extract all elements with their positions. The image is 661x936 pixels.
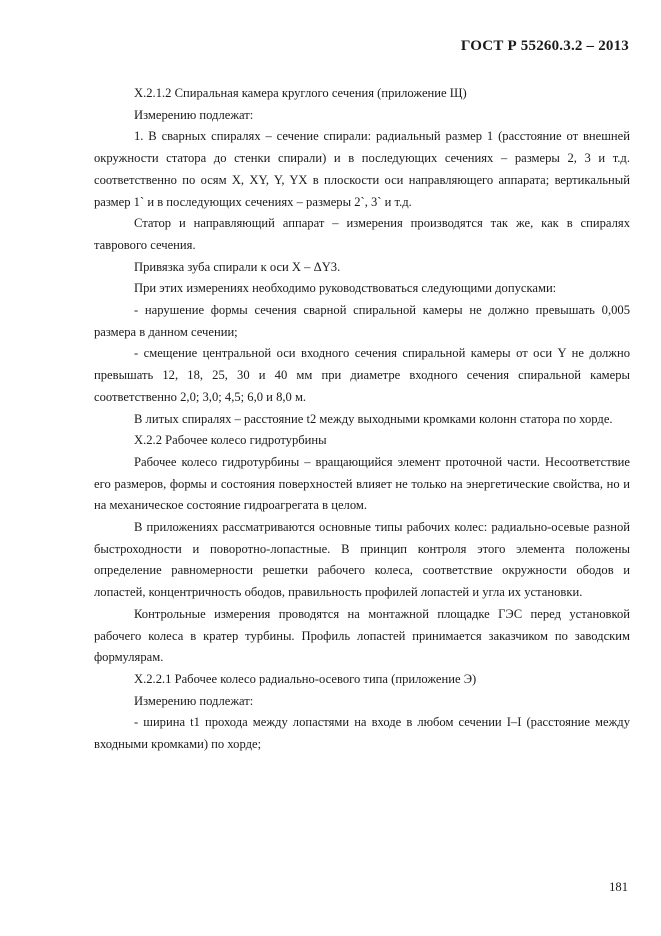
- paragraph: В приложениях рассматриваются основные типы рабочих колес: радиально-осевые разной быстроходности и поворотно-лопастные. В принцип контроля этого элемента положены определение равномерности решетки рабочего колеса, соответствие окружности ободов и лопастей, концентричность ободов, правильность профилей лопастей и угла их установки.: [94, 520, 630, 600]
- paragraph: Статор и направляющий аппарат – измерения производятся так же, как в спиралях таврового сечения.: [94, 216, 630, 252]
- paragraph: 1. В сварных спиралях – сечение спирали: радиальный размер 1 (расстояние от внешней окружности статора до стенки спирали) и в последующих сечениях – размеры 2, 3 и т.д. соответственно по осям X, XY, Y, YX в плоскости оси направляющего аппарата; вертикальный размер 1` и в последующих сечениях – размеры 2`, 3` и т.д.: [94, 129, 630, 209]
- paragraph: В литых спиралях – расстояние t2 между выходными кромками колонн статора по хорде.: [134, 411, 613, 426]
- section-heading-x212: Х.2.1.2 Спиральная камера круглого сечения (приложение Щ): [134, 86, 467, 100]
- paragraph: - смещение центральной оси входного сечения спиральной камеры от оси Y не должно превышать 12, 18, 25, 30 и 40 мм при диаметре входного сечения спиральной камеры соответственно 2,0; 3,0; 4,5; 6,0 и 8,0 м.: [94, 346, 630, 404]
- document-body: [94, 83, 630, 756]
- paragraph: - ширина t1 прохода между лопастями на входе в любом сечении I–I (расстояние между входными кромками) по хорде;: [94, 715, 630, 752]
- paragraph: Измерению подлежат:: [134, 107, 254, 122]
- paragraph: Измерению подлежат:: [134, 693, 254, 708]
- paragraph: Контрольные измерения проводятся на монтажной площадке ГЭС перед установкой рабочего колеса в кратер турбины. Профиль лопастей принимается заказчиком по заводским формулярам.: [94, 606, 630, 665]
- paragraph: Рабочее колесо гидротурбины – вращающийся элемент проточной части. Несоответствие его размеров, формы и состояния поверхностей влияет не только на энергетические свойства, но и на механическое состояние гидроагрегата в целом.: [94, 454, 630, 513]
- paragraph: При этих измерениях необходимо руководствоваться следующими допусками:: [134, 281, 557, 296]
- paragraph: Привязка зуба спирали к оси X – ΔY3.: [134, 259, 341, 274]
- document-header: ГОСТ Р 55260.3.2 – 2013: [460, 38, 629, 54]
- section-heading-x22: Х.2.2 Рабочее колесо гидротурбины: [134, 433, 327, 448]
- page-number: 181: [609, 880, 628, 894]
- paragraph: - нарушение формы сечения сварной спиральной камеры не должно превышать 0,005 размера в данном сечении;: [94, 303, 630, 339]
- section-heading-x221: Х.2.2.1 Рабочее колесо радиально-осевого типа (приложение Э): [134, 671, 477, 686]
